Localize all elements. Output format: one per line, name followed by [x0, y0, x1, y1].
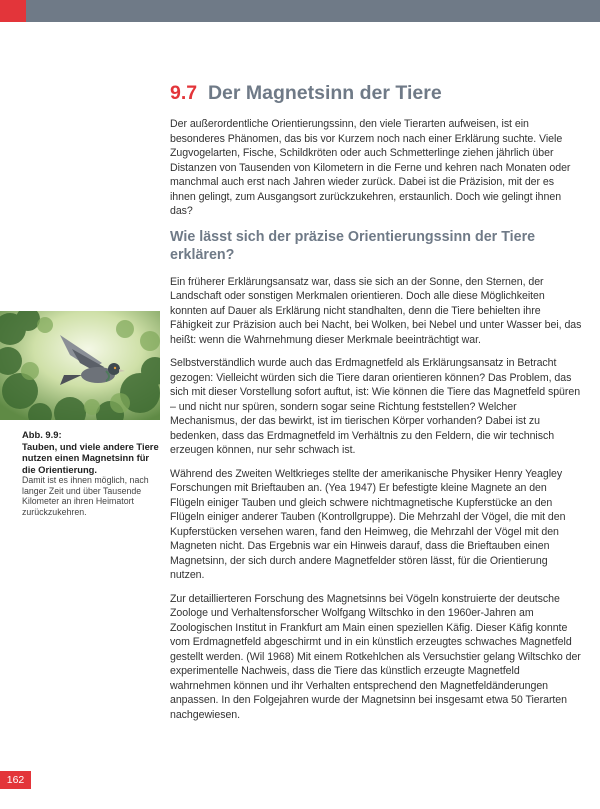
page-number: 162 — [0, 771, 31, 789]
body-paragraph: Ein früherer Erklärungsansatz war, dass sie sich an der Sonne, den Sternen, der Landschaft oder sonstigen Merkmalen orientieren. Doch alle diese Möglichkeiten konnten auf Dauer als Erklärung nicht standhalten, denn die Tiere behielten ihre Fähigkeit zur Präzision auch bei Nacht, bei Wolken, bei Nebel und unter Wasser bei, das heißt: wenn die Wahrnehmung dieser Merkmale beeinträchtigt war. — [170, 275, 582, 346]
main-text-column — [170, 117, 582, 731]
body-paragraph: Selbstverständlich wurde auch das Erdmagnetfeld als Erklärungsansatz in Betracht gezogen: Vielleicht würden sich die Tiere daran orientieren können? Das Problem, das sich mit dieser Vorstellung sofort auftut, ist: Wie können die Tiere das Magnetfeld spüren – und nicht nur spüren, sondern sogar seine Richtung feststellen? Welcher Mechanismus, der das bewirkt, ist im tierischen Körper vorhanden? Dabei ist zu bedenken, dass das Erdmagnetfeld im Verhältnis zu den Feldern, die wir technisch erzeugen können, nur sehr schwach ist. — [170, 357, 581, 456]
body-paragraph: Während des Zweiten Weltkrieges stellte der amerikanische Physiker Henry Yeagley Forschungen mit Brieftauben an. (Yea 1947) Er befestigte kleine Magnete an den Flügeln einiger Tauben und gleich schwere nichtmagnetische Kupferstücke an den Flügeln einiger anderer Tauben (Kontrollgruppe). Die Mehrzahl der Vögel, die mit den Kupferstücken versehen waren, fand den Heimweg, die Mehrzahl der Vögel mit den Magneten nicht. Das Ergebnis war ein Hinweis darauf, dass die Brieftauben einen Magnetsinn, der sich durch andere Magnetfelder stören lässt, für die Orientierung nutzen. — [170, 467, 566, 581]
section-number: 9.7 — [170, 82, 198, 104]
figure-caption-text: Damit ist es ihnen möglich, nach langer Zeit und über Tausende Kilometer an ihren Heimatort zurückzukehren. — [22, 475, 149, 517]
figure-caption-title: Tauben, und viele andere Tiere nutzen einen Magnetsinn für die Orientierung. — [22, 440, 159, 475]
pigeon-illustration — [0, 311, 160, 420]
figure-caption — [22, 429, 160, 517]
figure-label: Abb. 9.9: — [22, 429, 62, 440]
body-paragraph: Zur detaillierteren Forschung des Magnetsinns bei Vögeln konstruierte der deutsche Zoologe und Verhaltensforscher Wolfgang Wiltschko in den 1960er-Jahren am Zoologischen Institut in Frankfurt am Main einen speziellen Käfig. Dieser Käfig konnte vom Erdmagnetfeld abgeschirmt und in ein künstlich erzeugtes schwaches Magnetfeld gestellt werden. (Wil 1968) Mit einem Rotkehlchen als Versuchstier gelang Wiltschko der experimentelle Nachweis, dass die Tiere das künstlich erzeugte Magnetfeld wahrnehmen können und ihr Verhalten entsprechend den Magnetfeldänderungen anpassen. In den Folgejahren wurde der Magnetsinn bei insgesamt etwa 50 Tierarten nachgewiesen. — [170, 592, 581, 721]
intro-paragraph: Der außerordentliche Orientierungssinn, den viele Tierarten aufweisen, ist ein besonderes Phänomen, das bis vor Kurzem noch nach einer Erklärung suchte. Viele Zugvogelarten, Fische, Schildkröten oder auch Schmetterlinge ziehen jährlich über Distanzen von Tausenden von Kilometern in die Ferne und kehren nach Monaten oder manchmal auch erst nach Jahren wieder zurück. Dabei ist die Präzision, mit der es ihnen gelingt, zum Ausgangsort zurückzukehren, erstaunlich. Doch wie gelingt ihnen das? — [170, 118, 571, 217]
header-bar — [26, 0, 600, 22]
section-title: Der Magnetsinn der Tiere — [207, 82, 442, 104]
header-accent-bar — [0, 0, 26, 22]
pigeon-photo — [0, 311, 160, 420]
section-heading — [170, 81, 442, 105]
sub-heading: Wie lässt sich der präzise Orientierungssinn der Tiere erklären? — [170, 228, 536, 263]
